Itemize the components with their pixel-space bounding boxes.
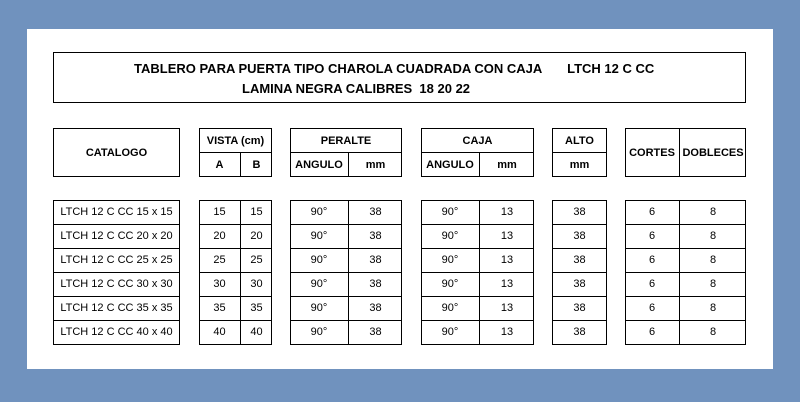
cell-catalogo: LTCH 12 C CC 40 x 40 [60, 326, 173, 338]
cell-peralte-mm: 38 [369, 206, 382, 218]
header-vista-b: B [252, 159, 261, 171]
cell-caja-angulo: 90° [441, 278, 459, 290]
header-caja: CAJA [462, 134, 493, 147]
cell-b: 15 [250, 206, 263, 218]
cell-caja-angulo: 90° [441, 230, 459, 242]
header-peralte: PERALTE [320, 134, 372, 147]
header-alto: ALTO [565, 134, 594, 147]
header-vista-a: A [215, 159, 224, 171]
cell-catalogo: LTCH 12 C CC 15 x 15 [60, 206, 173, 218]
cell-alto: 38 [573, 206, 586, 218]
cell-a: 30 [213, 278, 226, 290]
cell-peralte-angulo: 90° [310, 302, 328, 314]
header-dobleces: DOBLECES [682, 146, 744, 159]
header-cortes: CORTES [629, 146, 675, 159]
cell-b: 40 [250, 326, 263, 338]
title-line-1: TABLERO PARA PUERTA TIPO CHAROLA CUADRADA CON CAJA LTCH 12 C CC [134, 61, 655, 76]
cell-b: 25 [250, 254, 263, 266]
cell-caja-angulo: 90° [441, 206, 459, 218]
cell-cortes: 6 [648, 254, 656, 266]
cell-cortes: 6 [648, 206, 656, 218]
cell-b: 20 [250, 230, 263, 242]
title-line-2: LAMINA NEGRA CALIBRES 18 20 22 [242, 81, 471, 96]
cell-catalogo: LTCH 12 C CC 20 x 20 [60, 230, 173, 242]
cell-caja-angulo: 90° [441, 254, 459, 266]
cell-peralte-angulo: 90° [310, 326, 328, 338]
cell-cortes: 6 [648, 278, 656, 290]
cell-peralte-angulo: 90° [310, 278, 328, 290]
cell-dobleces: 8 [709, 254, 717, 266]
cell-alto: 38 [573, 326, 586, 338]
cell-a: 25 [213, 254, 226, 266]
cell-peralte-mm: 38 [369, 278, 382, 290]
cell-peralte-angulo: 90° [310, 230, 328, 242]
cell-a: 35 [213, 302, 226, 314]
cell-caja-mm: 13 [500, 302, 514, 314]
cell-cortes: 6 [648, 326, 656, 338]
cell-alto: 38 [573, 302, 586, 314]
header-caja-angulo: ANGULO [426, 159, 474, 171]
cell-catalogo: LTCH 12 C CC 30 x 30 [60, 278, 173, 290]
header-alto-mm: mm [569, 159, 590, 171]
cell-a: 40 [213, 326, 226, 338]
cell-peralte-angulo: 90° [310, 254, 328, 266]
cell-cortes: 6 [648, 230, 656, 242]
cell-caja-mm: 13 [500, 206, 514, 218]
cell-caja-angulo: 90° [441, 302, 459, 314]
cell-b: 30 [250, 278, 263, 290]
cell-a: 15 [213, 206, 226, 218]
cell-caja-mm: 13 [500, 230, 514, 242]
cell-peralte-mm: 38 [369, 326, 382, 338]
title-box [53, 52, 746, 103]
cell-dobleces: 8 [709, 230, 717, 242]
cell-dobleces: 8 [709, 302, 717, 314]
cell-dobleces: 8 [709, 278, 717, 290]
cell-caja-mm: 13 [500, 278, 514, 290]
cell-alto: 38 [573, 230, 586, 242]
cell-dobleces: 8 [709, 326, 717, 338]
header-peralte-angulo: ANGULO [295, 159, 343, 171]
cell-b: 35 [250, 302, 263, 314]
header-peralte-mm: mm [365, 159, 386, 171]
cell-alto: 38 [573, 278, 586, 290]
cell-peralte-angulo: 90° [310, 206, 328, 218]
cell-peralte-mm: 38 [369, 230, 382, 242]
cell-peralte-mm: 38 [369, 302, 382, 314]
cell-dobleces: 8 [709, 206, 717, 218]
cell-peralte-mm: 38 [369, 254, 382, 266]
header-caja-mm: mm [497, 159, 517, 171]
cell-caja-mm: 13 [500, 326, 514, 338]
cell-catalogo: LTCH 12 C CC 35 x 35 [60, 302, 173, 314]
cell-cortes: 6 [648, 302, 656, 314]
cell-a: 20 [213, 230, 226, 242]
cell-caja-angulo: 90° [441, 326, 459, 338]
cell-catalogo: LTCH 12 C CC 25 x 25 [60, 254, 173, 266]
header-vista: VISTA (cm) [206, 134, 265, 147]
cell-alto: 38 [573, 254, 586, 266]
header-catalogo: CATALOGO [85, 146, 148, 159]
cell-caja-mm: 13 [500, 254, 514, 266]
